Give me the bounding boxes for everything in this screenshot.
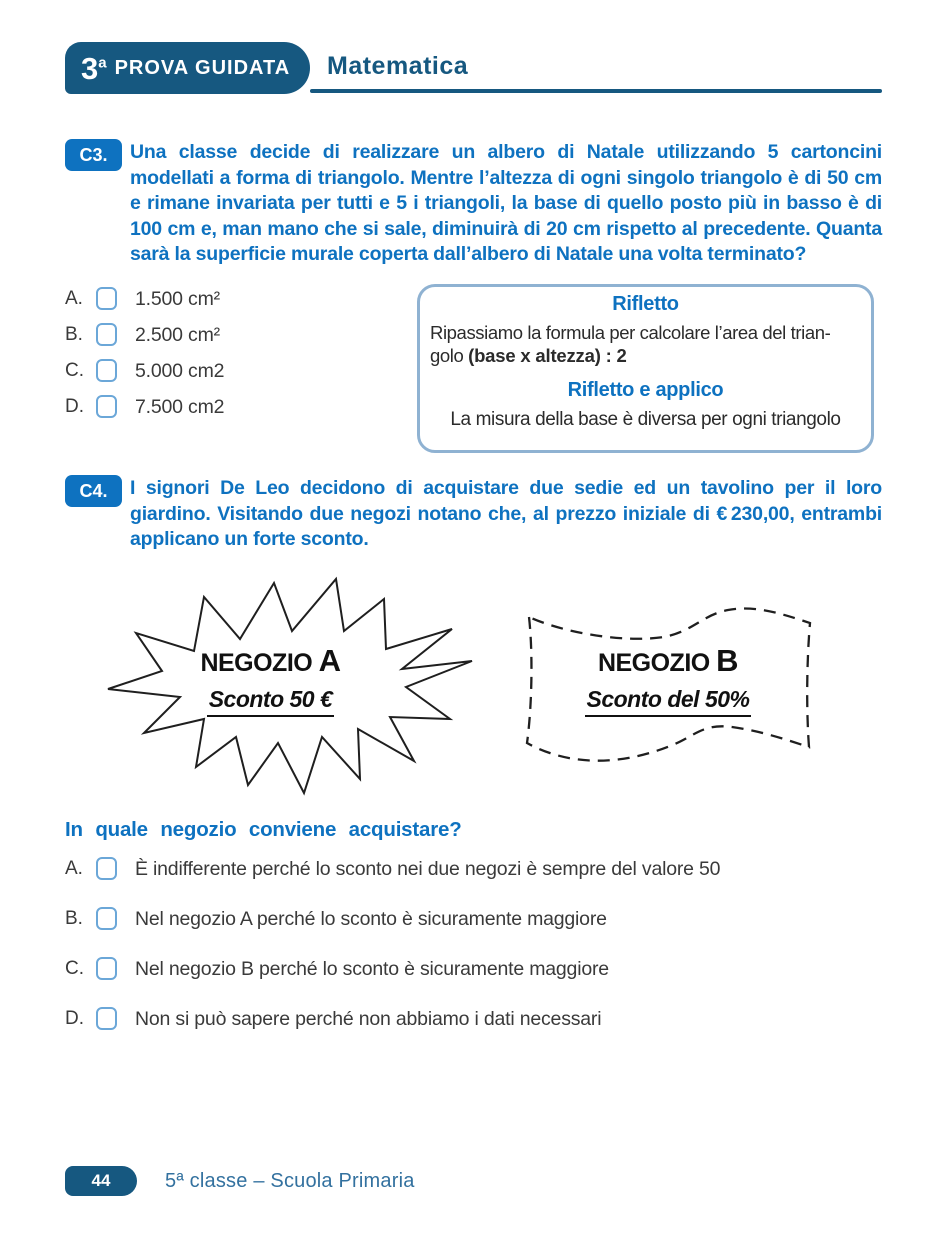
option-letter: C. [65,360,84,381]
page-number-badge: 44 [65,1166,137,1196]
option-label: Non si può sapere perché non abbiamo i dati necessari [135,1008,602,1030]
question-badge-c4: C4. [65,475,122,507]
question-badge-c3: C3. [65,139,122,171]
option-row-c3-a [65,287,405,311]
shop-a-name: NEGOZIO A [200,643,341,678]
option-label: Nel negozio A perché lo sconto è sicuramente maggiore [135,908,607,930]
answer-checkbox-c4-b[interactable] [96,907,117,930]
option-row-c3-b [65,323,405,347]
shop-a-label [83,643,458,717]
question-text-c3: Una classe decide di realizzare un albero di Natale utilizzando 5 cartoncini modellati a forma di triangolo. Mentre l’altezza di ogni singolo triangolo è di 50 cm e rimane invariata per tutti e 5 i triangoli, la base di quello posto più in basso è di 100 cm e, man mano che si sale, diminuirà di 20 cm rispetto al precedente. Quanta sarà la superficie murale coperta dall’albero di Natale una volta terminato? [130,141,882,265]
option-label: 1.500 cm² [135,288,220,310]
option-label: È indifferente perché lo sconto nei due negozi è sempre del valore 50 [135,858,721,880]
option-label: 5.000 cm2 [135,360,225,382]
rifletto-body-line1: Ripassiamo la formula per calcolare l’area del trian- [430,322,831,343]
shop-a-discount: Sconto 50 € [207,686,335,717]
answer-checkbox-c3-c[interactable] [96,359,117,382]
answer-checkbox-c3-a[interactable] [96,287,117,310]
option-row-c4-a [65,857,825,881]
option-letter: C. [65,958,84,979]
option-row-c3-c [65,359,405,383]
options-c4 [65,857,825,1057]
header-ordinal: a [98,54,107,72]
option-row-c4-b [65,907,825,931]
option-letter: A. [65,288,83,309]
sub-question-c4: In quale negozio conviene acquistare? [65,818,462,841]
answer-checkbox-c3-b[interactable] [96,323,117,346]
rifletto-box [417,284,874,453]
option-row-c3-d [65,395,405,419]
option-label: 7.500 cm2 [135,396,225,418]
option-letter: A. [65,858,83,879]
option-letter: B. [65,324,83,345]
option-letter: B. [65,908,83,929]
subject-title: Matematica [327,52,469,80]
option-letter: D. [65,1008,84,1029]
rifletto-subtitle: Rifletto e applico [567,379,724,401]
answer-checkbox-c4-a[interactable] [96,857,117,880]
option-letter: D. [65,396,84,417]
option-row-c4-d [65,1007,825,1031]
answer-checkbox-c4-d[interactable] [96,1007,117,1030]
shop-a-graphic [100,571,475,799]
option-label: Nel negozio B perché lo sconto è sicuramente maggiore [135,958,609,980]
header-title: PROVA GUIDATA [114,56,291,79]
footer-text: 5ª classe – Scuola Primaria [165,1170,415,1192]
header-rule [310,89,882,93]
rifletto-apply-text: La misura della base è diversa per ogni triangolo [450,409,841,430]
option-row-c4-c [65,957,825,981]
header-test-number: 3$^a$ [81,50,107,86]
rifletto-body-line2: golo [430,345,469,366]
question-text-c4: I signori De Leo decidono di acquistare due sedie ed un tavolino per il loro giardino. Visitando due negozi notano che, al prezzo iniziale di € 230,00, entrambi applicano un forte sconto. [130,477,882,550]
option-label: 2.500 cm² [135,324,220,346]
header-banner [65,42,310,94]
answer-checkbox-c3-d[interactable] [96,395,117,418]
answer-checkbox-c4-c[interactable] [96,957,117,980]
options-c3 [65,287,405,431]
shop-b-graphic [522,597,814,762]
shop-b-label [522,643,814,717]
shop-b-discount: Sconto del 50% [585,686,752,717]
rifletto-body [430,321,861,367]
shop-b-name: NEGOZIO B [597,643,739,678]
rifletto-title: Rifletto [612,293,679,315]
rifletto-formula: (base x altezza) : 2 [468,345,627,366]
